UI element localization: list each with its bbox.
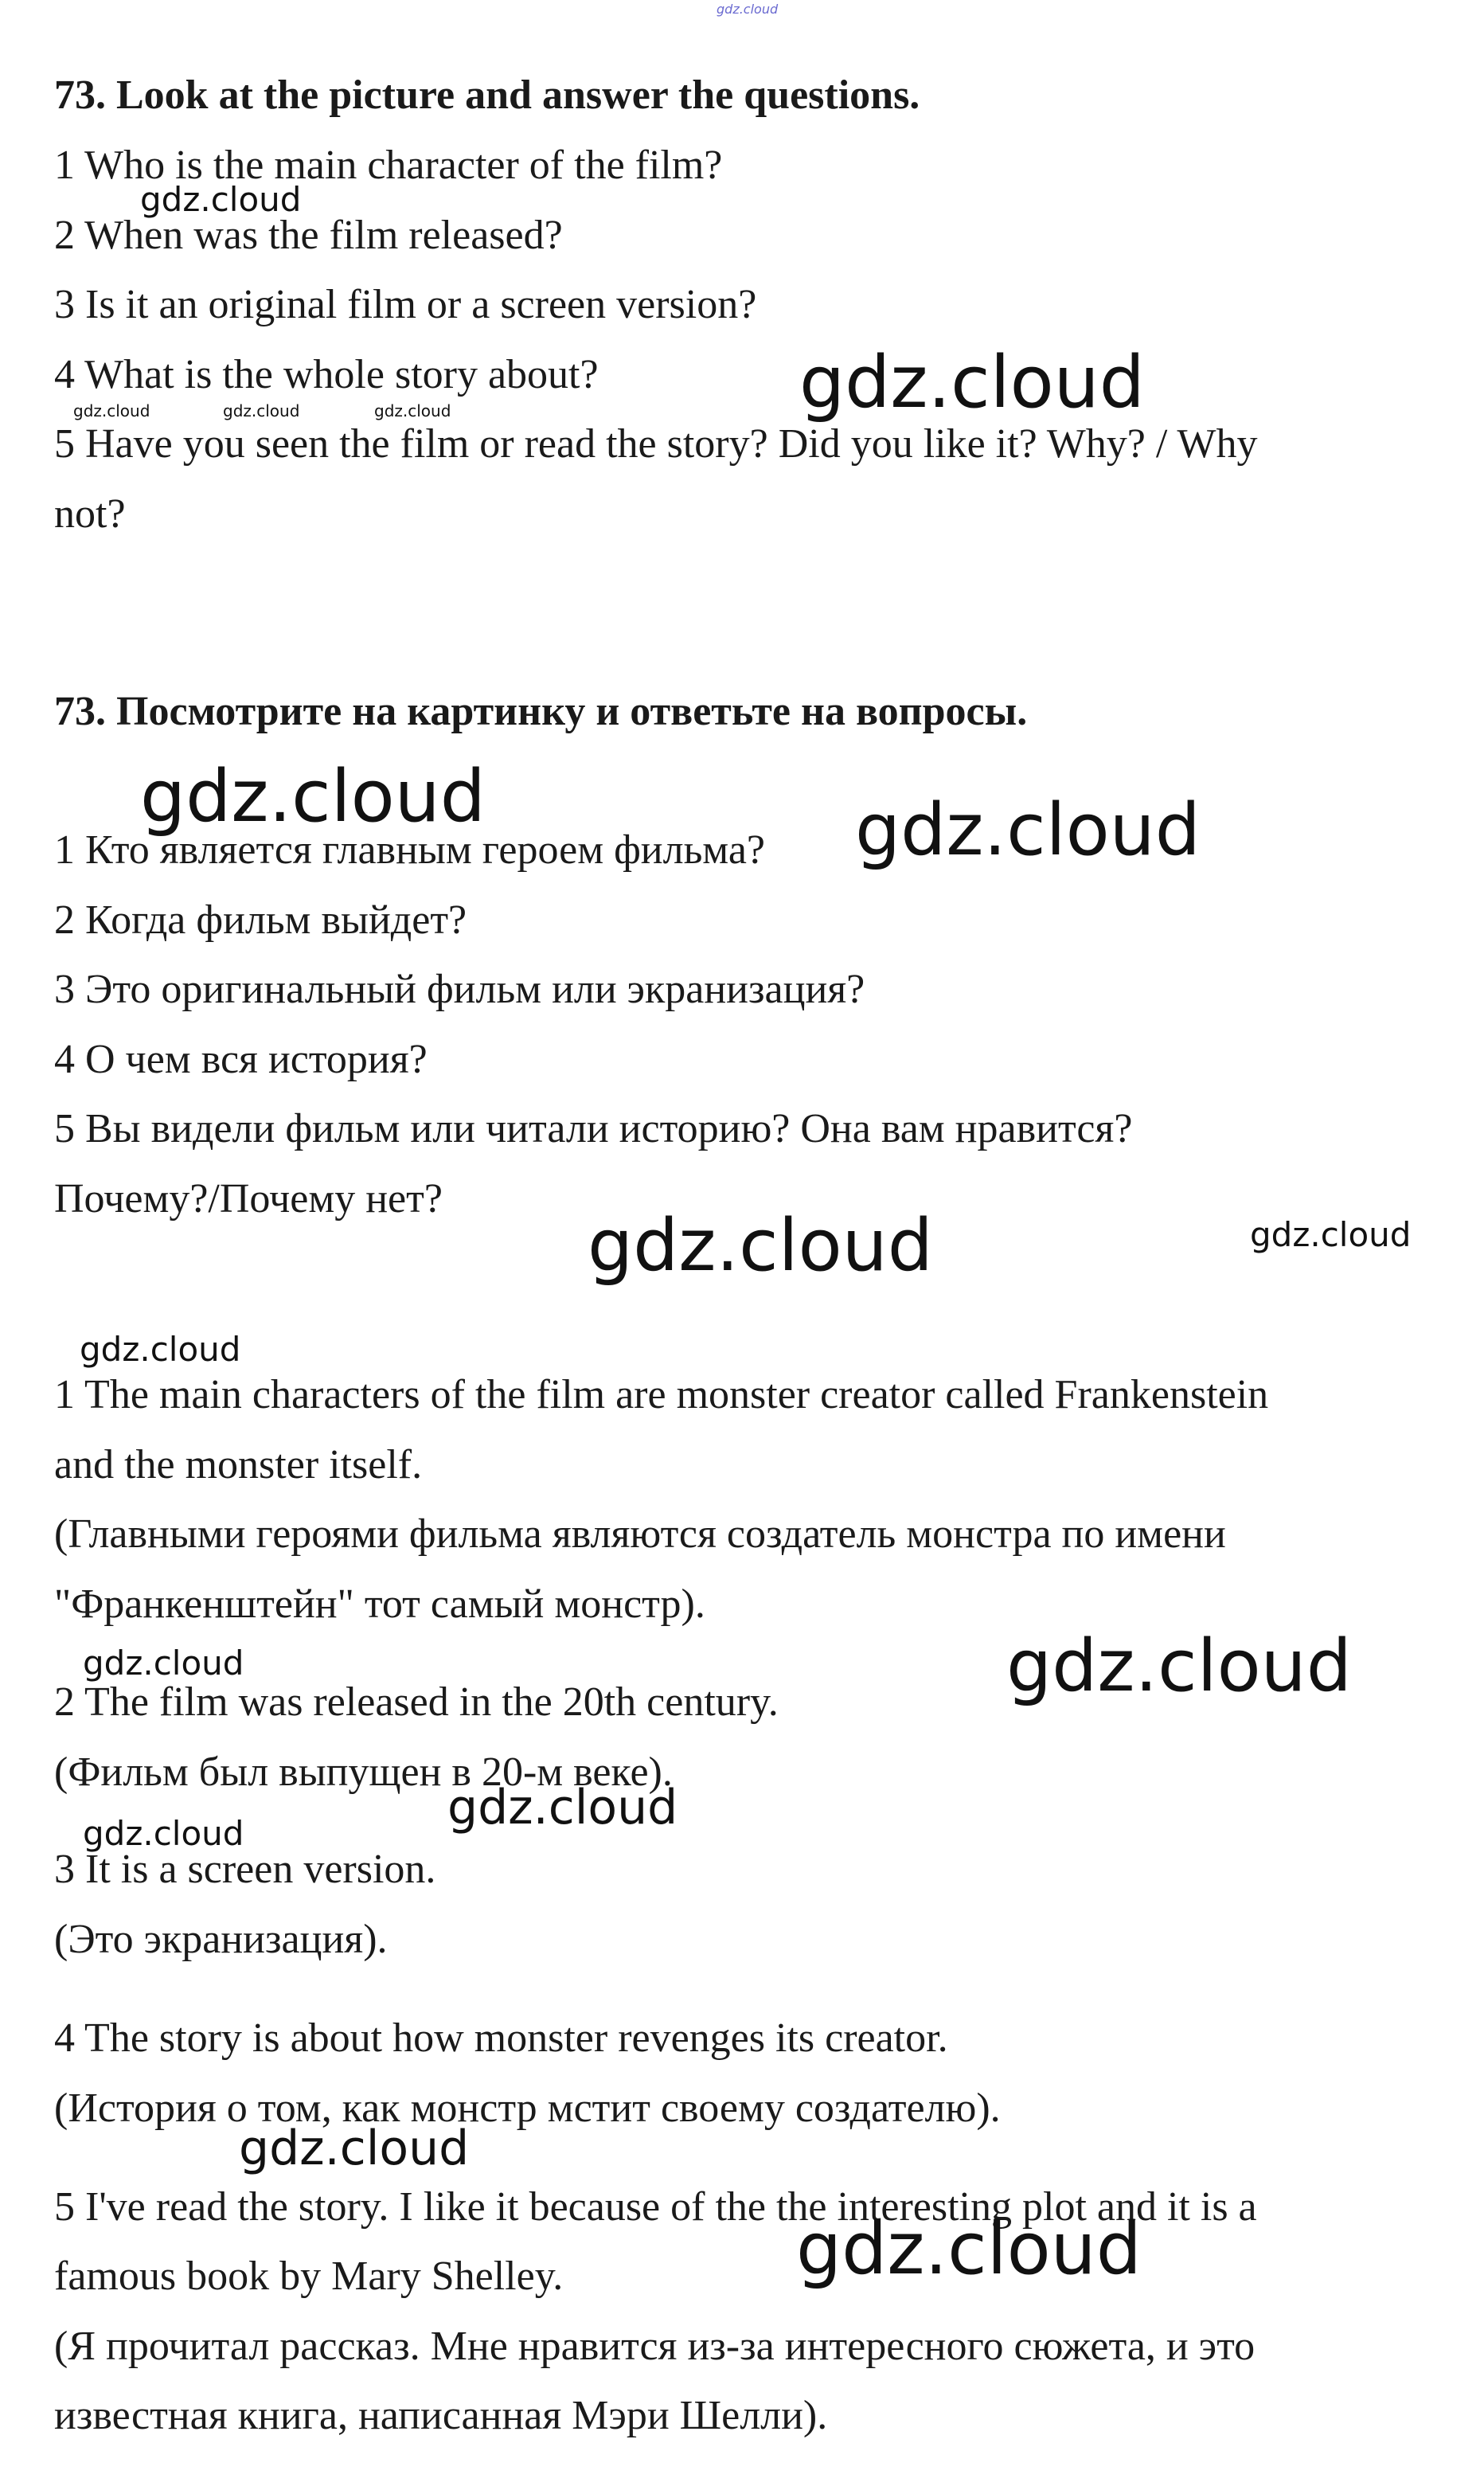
watermark: gdz.cloud xyxy=(374,401,451,420)
answer-4-russian: (История о том, как монстр мстит своему создателю). xyxy=(54,2085,1001,2131)
watermark: gdz.cloud xyxy=(73,401,150,420)
watermark: gdz.cloud xyxy=(83,1814,244,1853)
watermark: gdz.cloud xyxy=(80,1330,241,1369)
watermark: gdz.cloud xyxy=(83,1644,244,1683)
answer-5-english-cont: famous book by Mary Shelley. xyxy=(54,2254,564,2299)
answer-3-russian: (Это экранизация). xyxy=(54,1917,388,1962)
russian-question-5-cont: Почему?/Почему нет? xyxy=(54,1176,443,1222)
english-question-3: 3 Is it an original film or a screen version? xyxy=(54,282,757,327)
russian-question-3: 3 Это оригинальный фильм или экранизация? xyxy=(54,967,865,1012)
watermark: gdz.cloud xyxy=(239,2121,470,2176)
watermark: gdz.cloud xyxy=(223,401,300,420)
watermark: gdz.cloud xyxy=(588,1204,933,1288)
answer-5-russian-cont: известная книга, написанная Мэри Шелли). xyxy=(54,2393,828,2438)
watermark: gdz.cloud xyxy=(1250,1215,1412,1254)
answer-5-russian: (Я прочитал рассказ. Мне нравится из-за интересного сюжета, и это xyxy=(54,2324,1256,2369)
watermark: gdz.cloud xyxy=(855,788,1201,872)
english-question-5: 5 Have you seen the film or read the story? Did you like it? Why? / Why xyxy=(54,421,1258,467)
watermark: gdz.cloud xyxy=(140,755,486,838)
english-question-1: 1 Who is the main character of the film? xyxy=(54,143,723,188)
answer-2-russian: (Фильм был выпущен в 20-м веке). xyxy=(54,1749,673,1795)
answer-4-english: 4 The story is about how monster revenges its creator. xyxy=(54,2015,948,2061)
russian-heading: 73. Посмотрите на картинку и ответьте на вопросы. xyxy=(54,689,1028,734)
russian-question-5: 5 Вы видели фильм или читали историю? Она вам нравится? xyxy=(54,1106,1133,1151)
answer-1-english: 1 The main characters of the film are monster creator called Frankenstein xyxy=(54,1372,1269,1417)
answer-3-english: 3 It is a screen version. xyxy=(54,1847,436,1892)
watermark: gdz.cloud xyxy=(447,1780,678,1835)
russian-question-1: 1 Кто является главным героем фильма? xyxy=(54,827,766,873)
english-heading: 73. Look at the picture and answer the questions. xyxy=(54,72,920,118)
watermark: gdz.cloud xyxy=(1006,1624,1352,1708)
answer-1-english-cont: and the monster itself. xyxy=(54,1442,423,1487)
answer-2-english: 2 The film was released in the 20th century. xyxy=(54,1679,779,1725)
watermark: gdz.cloud xyxy=(799,341,1145,424)
russian-question-2: 2 Когда фильм выйдет? xyxy=(54,897,467,943)
answer-5-english: 5 I've read the story. I like it because of the the interesting plot and it is a xyxy=(54,2184,1257,2230)
answer-1-russian-cont: "Франкенштейн" тот самый монстр). xyxy=(54,1581,705,1627)
russian-question-4: 4 О чем вся история? xyxy=(54,1037,428,1082)
answer-1-russian: (Главными героями фильма являются создатель монстра по имени xyxy=(54,1511,1226,1557)
watermark: gdz.cloud xyxy=(140,180,302,219)
english-question-2: 2 When was the film released? xyxy=(54,213,563,258)
top-watermark: gdz.cloud xyxy=(717,2,779,17)
english-question-5-cont: not? xyxy=(54,491,126,537)
english-question-4: 4 What is the whole story about? xyxy=(54,352,599,397)
watermark: gdz.cloud xyxy=(796,2207,1142,2291)
